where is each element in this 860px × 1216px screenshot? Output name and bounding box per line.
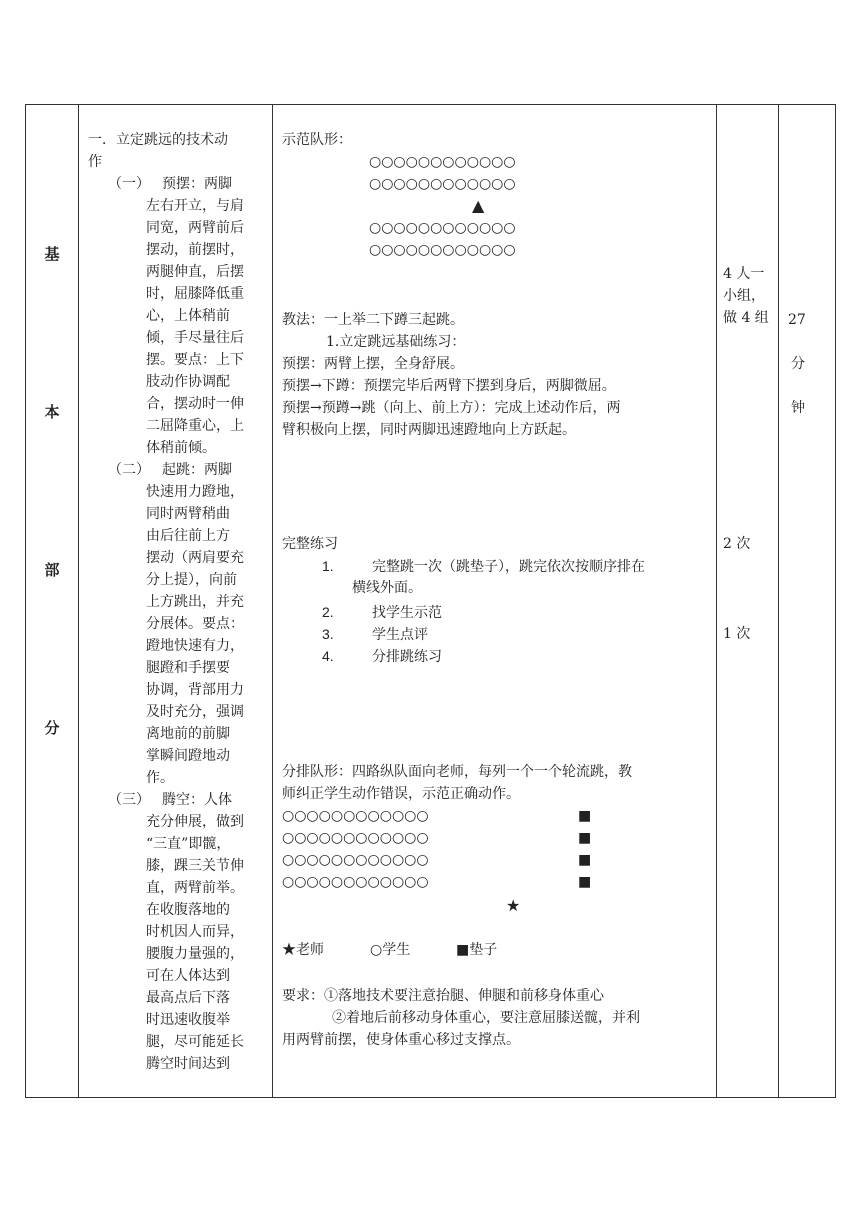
group-info: 做 4 组 [723,310,769,326]
requirement: 要求：①落地技术要注意抬腿、伸腿和前移身体重心 [282,988,604,1004]
technique-heading: 一．立定跳远的技术动 [88,132,228,148]
section-label-char: 部 [44,561,60,579]
technique-line: 离地前的前脚 [146,726,230,742]
technique-item-2: （二） 起跳：两脚 [108,462,232,478]
technique-line: 腰腹力量强的， [146,946,244,962]
technique-line: 蹬地快速有力， [146,638,244,654]
teacher-triangle-icon: ▲ [472,196,485,215]
technique-line: 可在人体达到 [146,968,230,984]
repetition-count: 1 次 [723,626,751,642]
complete-practice-title: 完整练习 [282,536,338,552]
technique-line: 分展体。要点： [146,616,244,632]
technique-line: 腾空时间达到 [146,1056,230,1072]
technique-item-1: （一） 预摆：两脚 [108,176,232,192]
technique-description [88,129,268,1075]
column-divider [78,105,79,1097]
technique-line: 由后往前上方 [146,528,230,544]
technique-line: “三直”即髋， [146,836,231,852]
practice-list-item-cont: 横线外面。 [352,580,422,596]
technique-line: 合，摆动时一伸 [146,396,244,412]
student-row: ○○○○○○○○○○○○ [282,830,429,846]
group-info: 小组， [723,288,765,304]
technique-line: 及时充分，强调 [146,704,244,720]
formation-description: 师纠正学生动作错误，示范正确动作。 [282,786,520,802]
technique-line: 心，上体稍前 [146,308,230,324]
student-row: ○○○○○○○○○○○○ [369,242,516,258]
student-row: ○○○○○○○○○○○○ [282,808,429,824]
technique-line: 上方跳出，并充 [146,594,244,610]
duration-minutes: 27 [788,312,806,328]
legend-teacher: ★老师 [282,942,324,958]
technique-line: 分上提），向前 [146,572,237,588]
technique-line: 二屈降重心，上 [146,418,244,434]
technique-line: 体稍前倾。 [146,440,216,456]
student-row: ○○○○○○○○○○○○ [369,220,516,236]
technique-line: 快速用力蹬地， [146,484,244,500]
mat-icon: ■ [578,830,592,846]
practice-list-item: 2. 找学生示范 [322,604,442,621]
section-label-char: 本 [44,403,60,421]
technique-line: 协调，背部用力 [146,682,244,698]
requirement: ②着地后前移动身体重心，要注意屈膝送髋，并利 [332,1010,640,1026]
duration-unit: 分 [791,356,805,372]
swing-jump-step: 臂积极向上摆，同时两脚迅速蹬地向上方跃起。 [282,422,576,438]
duration-unit: 钟 [791,400,805,416]
technique-line: 掌瞬间蹬地动 [146,748,230,764]
technique-line: 直，两臂前举。 [146,880,244,896]
column-divider [716,105,717,1097]
technique-line: 时，屈膝降低重 [146,286,244,302]
student-row: ○○○○○○○○○○○○ [282,852,429,868]
teacher-star-icon: ★ [506,896,521,915]
swing-jump-step: 预摆→预蹲→跳（向上、前上方）：完成上述动作后，两 [282,400,621,416]
technique-line: 摆。要点：上下 [146,352,244,368]
technique-line: 左右开立，与肩 [146,198,244,214]
technique-line: 同宽，两臂前后 [146,220,244,236]
technique-line: 摆动（两肩要充 [146,550,244,566]
technique-line: 摆动，前摆时， [146,242,244,258]
demo-formation-title: 示范队形： [282,132,352,148]
column-divider [272,105,273,1097]
technique-line: 两腿伸直，后摆 [146,264,244,280]
technique-line: 时迅速收腹举 [146,1012,230,1028]
pre-swing-step: 预摆：两臂上摆，全身舒展。 [282,356,464,372]
legend-student: ○学生 [370,942,411,958]
mat-icon: ■ [578,852,592,868]
student-row: ○○○○○○○○○○○○ [369,154,516,170]
student-row: ○○○○○○○○○○○○ [282,874,429,890]
requirement: 用两臂前摆，使身体重心移过支撑点。 [282,1032,520,1048]
technique-line: 倾，手尽量往后 [146,330,244,346]
legend-mat: ■垫子 [456,942,498,958]
section-label-char: 基 [44,245,60,263]
technique-item-3: （三） 腾空：人体 [108,792,232,808]
swing-squat-step: 预摆→下蹲：预摆完毕后两臂下摆到身后，两脚微屈。 [282,378,616,394]
technique-line: 肢动作协调配 [146,374,230,390]
practice-list-item: 1. 完整跳一次（跳垫子），跳完依次按顺序排在 [322,558,645,575]
mat-icon: ■ [578,808,592,824]
technique-line: 充分伸展，做到 [146,814,244,830]
practice-list-item: 3. 学生点评 [322,626,428,643]
section-label-char: 分 [44,719,60,737]
technique-line: 时机因人而异， [146,924,244,940]
formation-description: 分排队形：四路纵队面向老师，每列一个一个轮流跳，教 [282,764,632,780]
technique-line: 腿，尽可能延长 [146,1034,244,1050]
column-divider [778,105,779,1097]
student-row: ○○○○○○○○○○○○ [369,176,516,192]
basic-practice-title: 1.立定跳远基础练习： [326,334,466,350]
technique-line: 最高点后下落 [146,990,230,1006]
practice-list-item: 4. 分排跳练习 [322,648,442,665]
technique-line: 膝，踝三关节伸 [146,858,244,874]
repetition-count: 2 次 [723,536,751,552]
technique-line: 作。 [146,770,174,786]
technique-line: 腿蹬和手摆要 [146,660,230,676]
technique-heading: 作 [88,154,102,170]
group-info: 4 人一 [723,266,765,282]
technique-line: 同时两臂稍曲 [146,506,230,522]
mat-icon: ■ [578,874,592,890]
lesson-plan-table [25,104,836,1098]
teaching-method: 教法：一上举二下蹲三起跳。 [282,312,464,328]
technique-line: 在收腹落地的 [146,902,230,918]
